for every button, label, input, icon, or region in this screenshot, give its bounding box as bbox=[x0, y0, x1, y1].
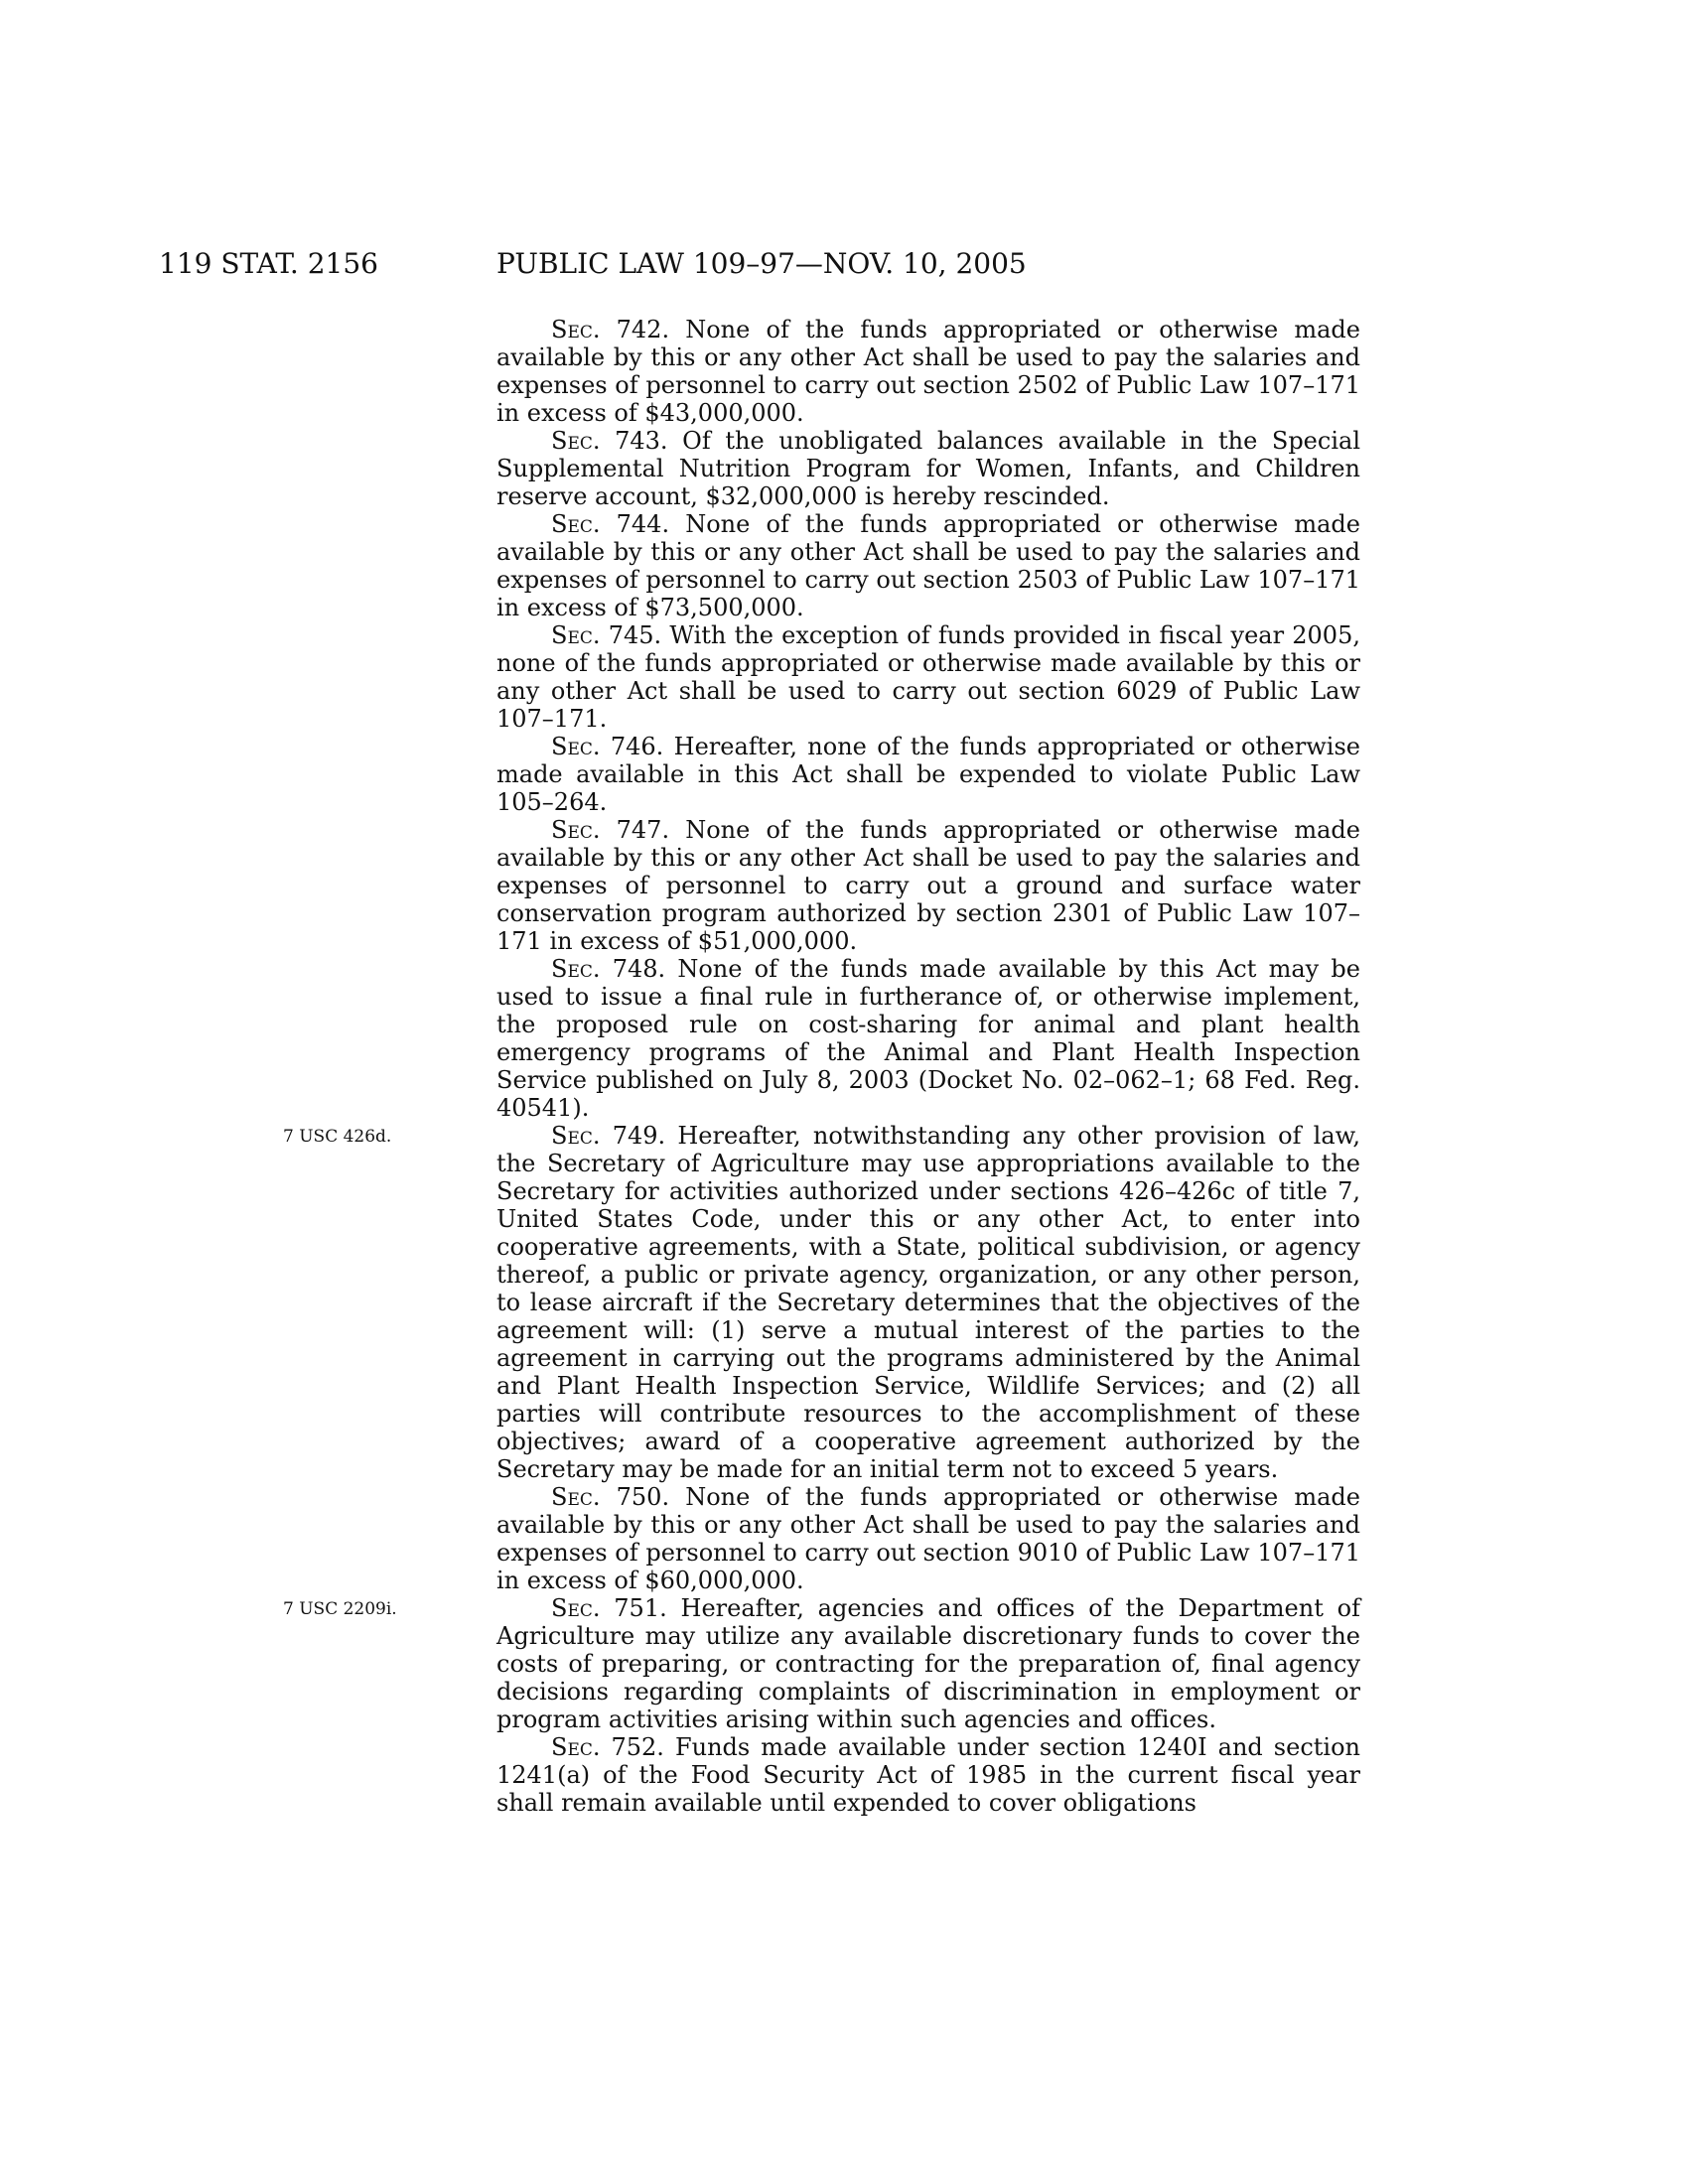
section-label: Sec. 749. bbox=[551, 1122, 666, 1150]
section-text: None of the funds made available by this Act may be used to issue a final rule in furtherance of, or otherwise implement, the proposed rule on cost-sharing for animal and plant health emergency programs of the Animal and Plant Health Inspection Service published on July 8, 2003 (Docket No. 02–062–1; 68 Fed. Reg. 40541). bbox=[496, 955, 1360, 1122]
section-text: Hereafter, none of the funds appropriated or otherwise made available in this Act shall be expended to violate Public Law 105–264. bbox=[496, 733, 1360, 816]
section-text: None of the funds appropriated or otherwise made available by this or any other Act shall be used to pay the salaries and expenses of personnel to carry out section 2502 of Public Law 107–171 in excess of $43,000,000. bbox=[496, 316, 1360, 427]
section-label: Sec. 746. bbox=[551, 733, 664, 760]
section-743 bbox=[496, 427, 1360, 510]
section-label: Sec. 743. bbox=[551, 427, 668, 455]
margin-citation: 7 USC 426d. bbox=[283, 1127, 392, 1147]
section-text: Hereafter, notwithstanding any other provision of law, the Secretary of Agriculture may use appropriations available to the Secretary for activities authorized under sections 426–426c of title 7, United States Code, under this or any other Act, to enter into cooperative agreements, with a State, political subdivision, or agency thereof, a public or private agency, organization, or any other person, to lease aircraft if the Secretary determines that the objectives of the agreement will: (1) serve a mutual interest of the parties to the agreement in carrying out the programs administered by the Animal and Plant Health Inspection Service, Wildlife Services; and (2) all parties will contribute resources to the accomplishment of these objectives; award of a cooperative agreement authorized by the Secretary may be made for an initial term not to exceed 5 years. bbox=[496, 1122, 1360, 1483]
section-746 bbox=[496, 733, 1360, 816]
section-747 bbox=[496, 816, 1360, 955]
section-text: None of the funds appropriated or otherwise made available by this or any other Act shall be used to pay the salaries and expenses of personnel to carry out a ground and surface water conservation program authorized by section 2301 of Public Law 107–171 in excess of $51,000,000. bbox=[496, 816, 1360, 955]
document-body bbox=[283, 316, 1360, 1817]
section-label: Sec. 752. bbox=[551, 1733, 664, 1761]
section-751 bbox=[283, 1594, 1360, 1733]
section-text: None of the funds appropriated or otherwise made available by this or any other Act shall be used to pay the salaries and expenses of personnel to carry out section 9010 of Public Law 107–171 in excess of $60,000,000. bbox=[496, 1483, 1360, 1594]
page-header bbox=[0, 244, 1688, 284]
section-744 bbox=[496, 510, 1360, 621]
law-title: PUBLIC LAW 109–97—NOV. 10, 2005 bbox=[496, 247, 1027, 280]
section-745 bbox=[496, 621, 1360, 733]
section-text: None of the funds appropriated or otherwise made available by this or any other Act shall be used to pay the salaries and expenses of personnel to carry out section 2503 of Public Law 107–171 in excess of $73,500,000. bbox=[496, 510, 1360, 621]
section-label: Sec. 747. bbox=[551, 816, 670, 844]
section-748 bbox=[496, 955, 1360, 1122]
section-749 bbox=[283, 1122, 1360, 1483]
section-label: Sec. 744. bbox=[551, 510, 670, 538]
section-742 bbox=[496, 316, 1360, 427]
section-label: Sec. 742. bbox=[551, 316, 670, 343]
section-label: Sec. 748. bbox=[551, 955, 666, 983]
section-label: Sec. 750. bbox=[551, 1483, 670, 1511]
section-752 bbox=[496, 1733, 1360, 1817]
section-text: Of the unobligated balances available in the Special Supplemental Nutrition Program for Women, Infants, and Children reserve account, $32,000,000 is hereby rescinded. bbox=[496, 427, 1360, 510]
section-text: Funds made available under section 1240I and section 1241(a) of the Food Security Act of 1985 in the current fiscal year shall remain available until expended to cover obligations bbox=[496, 1733, 1360, 1817]
section-label: Sec. 745. bbox=[551, 621, 662, 649]
section-label: Sec. 751. bbox=[551, 1594, 667, 1622]
section-text: With the exception of funds provided in fiscal year 2005, none of the funds appropriated or otherwise made available by this or any other Act shall be used to carry out section 6029 of Public Law 107–171. bbox=[496, 621, 1360, 733]
section-text: Hereafter, agencies and offices of the Department of Agriculture may utilize any available discretionary funds to cover the costs of preparing, or contracting for the preparation of, final agency decisions regarding complaints of discrimination in employment or program activities arising within such agencies and offices. bbox=[496, 1594, 1360, 1733]
section-750 bbox=[496, 1483, 1360, 1594]
margin-citation: 7 USC 2209i. bbox=[283, 1599, 397, 1619]
stat-citation: 119 STAT. 2156 bbox=[159, 247, 378, 280]
